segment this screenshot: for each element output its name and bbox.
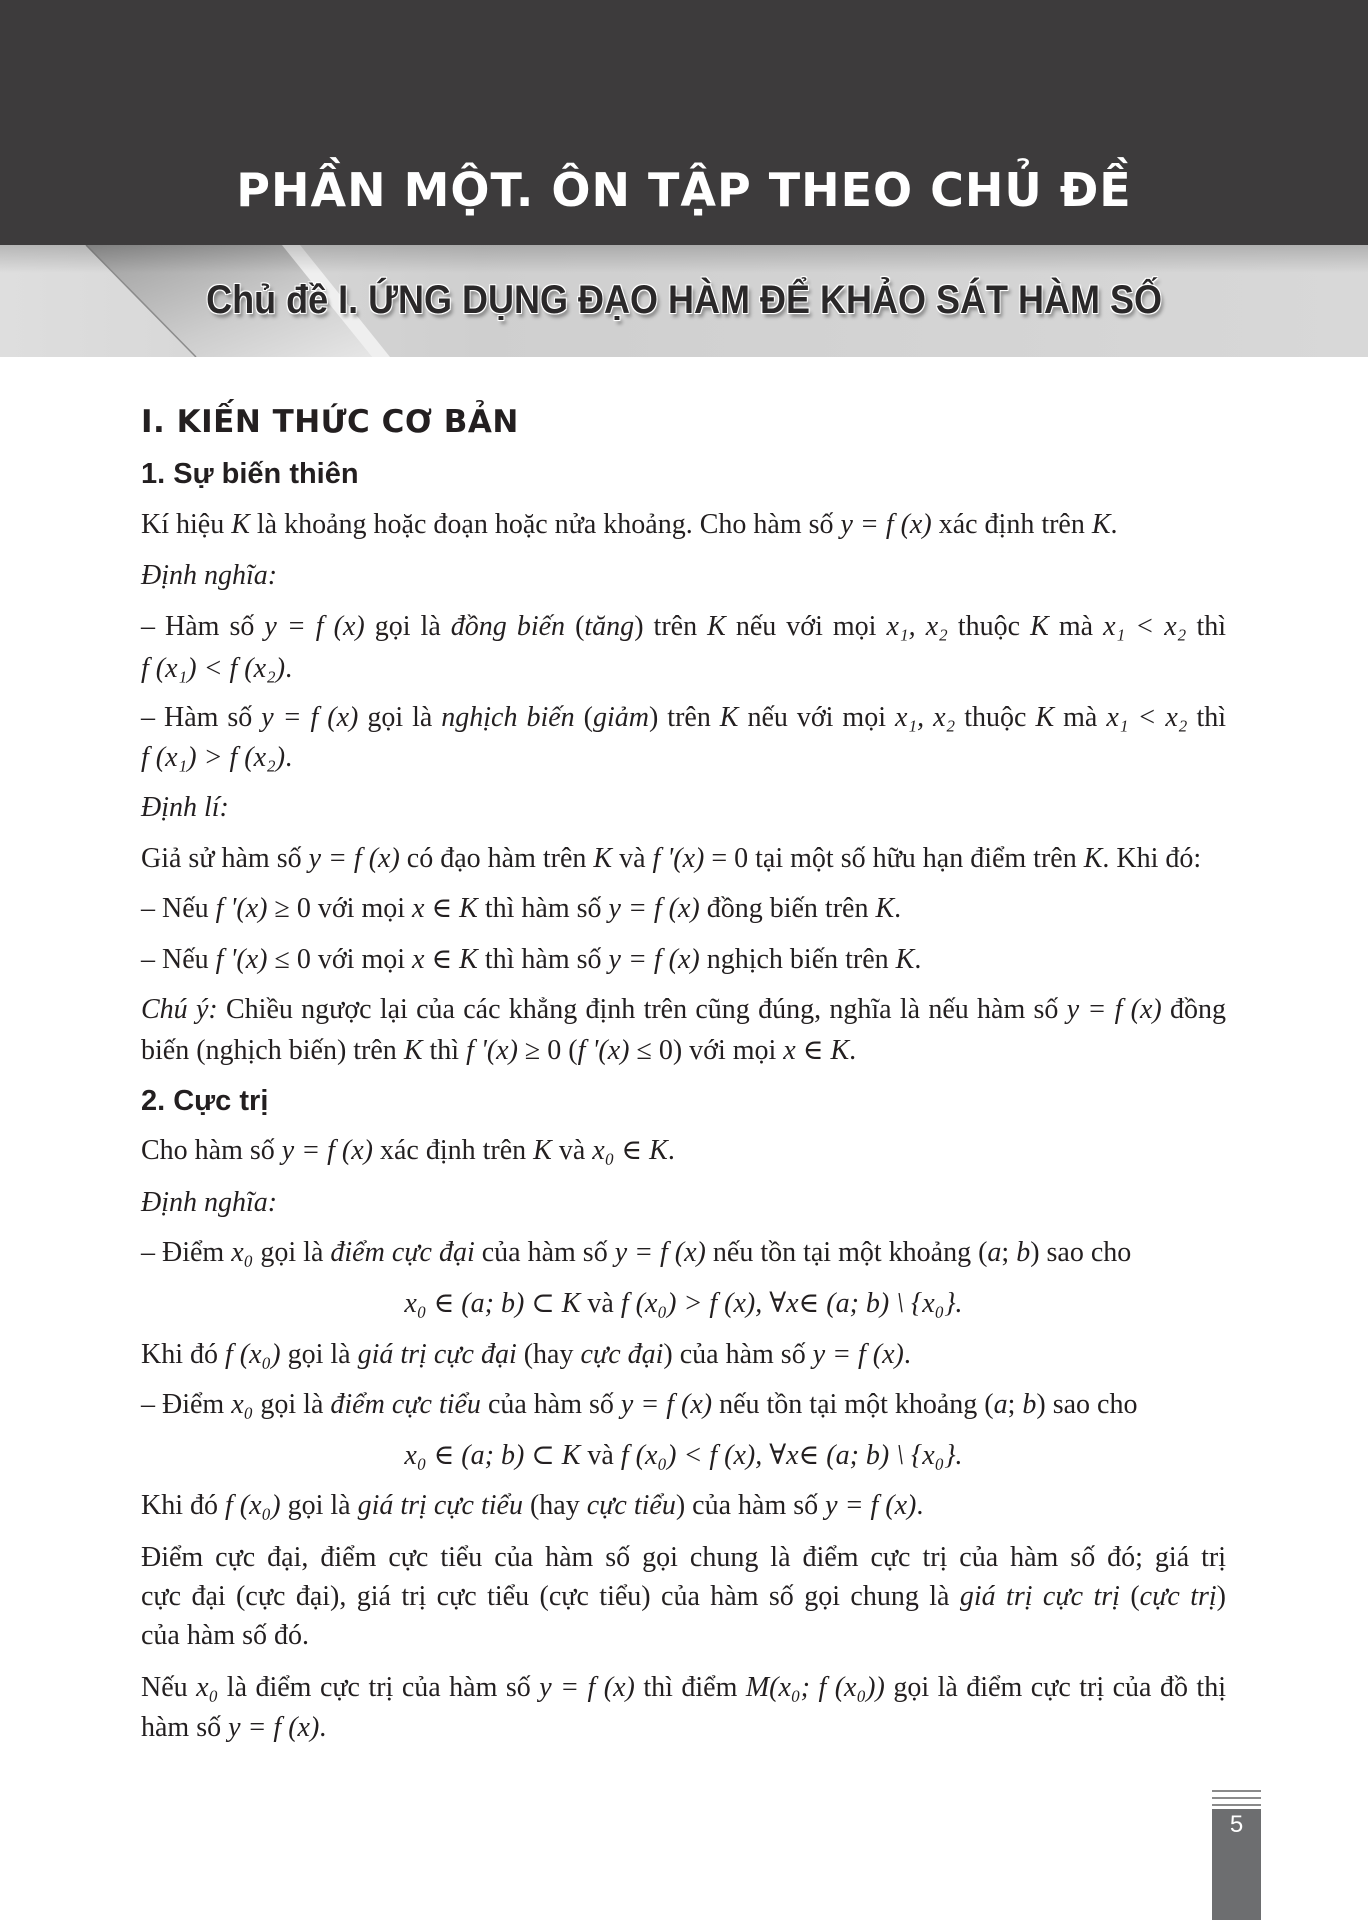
math-run: K — [707, 611, 726, 642]
math-run: x₁ < x₂ — [1103, 611, 1187, 642]
text-line — [141, 1616, 1226, 1656]
text-run: . Khi đó: — [1102, 843, 1202, 874]
text-run: – Nếu — [141, 893, 216, 924]
text-line — [141, 556, 1226, 596]
text-run: thì — [422, 1035, 467, 1066]
math-run: f '(x) — [215, 893, 268, 924]
text-line — [141, 1131, 1226, 1171]
text-run: – Hàm số — [141, 611, 265, 642]
math-run: K — [403, 1035, 423, 1066]
text-line — [141, 889, 1226, 929]
math-run: y = f (x) — [608, 893, 700, 924]
text-run: của hàm số — [480, 1389, 621, 1420]
math-run: x ∈ K — [783, 1035, 850, 1066]
math-run: K — [875, 893, 895, 924]
text-run: ) sao cho — [1030, 1237, 1132, 1268]
text-run: nghịch biến trên — [699, 944, 896, 975]
text-run: Cho hàm số — [141, 1135, 282, 1166]
text-run: ) — [1216, 1581, 1226, 1612]
text-run: – Điểm — [141, 1237, 232, 1268]
math-run: f (x₀) — [225, 1339, 281, 1370]
math-run: y = f (x) — [840, 509, 932, 540]
math-run: x ∈ K — [412, 944, 478, 975]
math-run: K — [533, 1135, 552, 1166]
text-run: ≥ 0 ( — [517, 1035, 578, 1066]
text-run: Kí hiệu — [141, 509, 232, 540]
math-run: y = f (x) — [1066, 994, 1162, 1025]
emphasis-run: giá trị cực tiểu — [357, 1490, 523, 1521]
part-title: PHẦN MỘT. ÔN TẬP THEO CHỦ ĐỀ — [236, 163, 1132, 217]
math-run: f (x₀) — [225, 1490, 281, 1521]
text-run: . — [916, 1490, 924, 1521]
section-heading: I. KIẾN THỨC CƠ BẢN — [141, 404, 519, 440]
math-run: y = f (x) — [281, 1135, 373, 1166]
math-run: x₁, x₂ — [886, 611, 948, 642]
math-run: f '(x) — [466, 1035, 518, 1066]
text-run: và — [580, 1440, 621, 1471]
math-run: y = f (x) — [614, 1237, 706, 1268]
text-run: gọi là — [253, 1389, 331, 1420]
math-run: K — [1091, 509, 1111, 540]
text-run: ≤ 0) với mọi — [629, 1035, 784, 1066]
text-line — [141, 1031, 1226, 1071]
math-run: y = f (x) — [264, 611, 365, 642]
text-run: ; — [1007, 1389, 1023, 1420]
emphasis-run: Định lí: — [141, 792, 229, 823]
emphasis-run: cực trị — [1139, 1581, 1217, 1612]
math-run: y = f (x) — [620, 1389, 713, 1420]
emphasis-run: đồng biến — [450, 611, 566, 642]
formula-line — [141, 1284, 1226, 1324]
math-run: f (x₁) < f (x₂) — [141, 653, 286, 684]
text-line — [141, 607, 1226, 647]
text-line — [141, 940, 1226, 980]
math-run: M(x₀; f (x₀)) — [745, 1672, 885, 1703]
emphasis-run: Định nghĩa: — [141, 560, 278, 591]
text-run: cực đại (cực đại), giá trị cực tiểu (cực tiểu) của hàm số gọi chung là — [141, 1581, 960, 1612]
emphasis-run: Chú ý: — [141, 994, 218, 1025]
math-run: K — [1030, 611, 1049, 642]
text-run: . — [1110, 509, 1118, 540]
math-run: x ∈ K — [412, 893, 478, 924]
subsection-heading: 2. Cực trị — [141, 1085, 269, 1117]
text-run: gọi là — [358, 702, 442, 733]
text-run: ( — [1119, 1581, 1140, 1612]
math-run: y = f (x) — [539, 1672, 635, 1703]
emphasis-run: nghịch biến — [441, 702, 575, 733]
page-number: 5 — [1229, 1811, 1244, 1838]
text-run: ) trên — [634, 611, 708, 642]
text-run: ≥ 0 với mọi — [267, 893, 413, 924]
text-run: . — [849, 1035, 857, 1066]
text-line — [141, 1668, 1226, 1708]
text-run: Chiều ngược lại của các khẳng định trên cũng đúng, nghĩa là nếu hàm số — [217, 994, 1067, 1025]
text-line — [141, 1385, 1226, 1425]
math-run: f '(x) — [215, 944, 268, 975]
text-run: của hàm số đó. — [141, 1620, 309, 1651]
math-run: f (x₁) > f (x₂) — [141, 742, 286, 773]
text-run: – Nếu — [141, 944, 216, 975]
math-run: y = f (x) — [825, 1490, 917, 1521]
emphasis-run: điểm cực đại — [330, 1237, 475, 1268]
math-run: K — [593, 843, 613, 874]
page-tab — [1212, 1809, 1261, 1920]
text-line — [141, 990, 1226, 1030]
text-line — [141, 1233, 1226, 1273]
text-line — [141, 738, 1226, 778]
math-run: b — [1022, 1389, 1037, 1420]
math-run: K — [231, 509, 250, 540]
text-run: và — [580, 1288, 621, 1319]
text-run: đồng biến trên — [699, 893, 876, 924]
text-run: gọi là — [280, 1490, 358, 1521]
text-run: thuộc — [955, 702, 1036, 733]
math-run: K — [1083, 843, 1103, 874]
text-run: . — [903, 1339, 911, 1370]
text-run: thuộc — [947, 611, 1031, 642]
text-run: Khi đó — [141, 1339, 225, 1370]
text-run: ( — [565, 611, 585, 642]
subsection-heading: 1. Sự biến thiên — [141, 458, 359, 490]
math-run: x₀ — [196, 1672, 219, 1703]
text-line — [141, 1486, 1226, 1526]
topic-title-wrap — [0, 272, 1368, 328]
math-run: x₀ ∈ (a; b) ⊂ K — [404, 1440, 581, 1471]
text-run: ) của hàm số — [675, 1490, 826, 1521]
math-run: f (x₀) > f (x), ∀x∈ (a; b) \ {x₀}. — [620, 1288, 963, 1319]
text-run: . — [285, 653, 293, 684]
emphasis-run: giá trị cực trị — [959, 1581, 1120, 1612]
text-run: Điểm cực đại, điểm cực tiểu của hàm số gọi chung là điểm cực trị của hàm số đó; giá trị — [141, 1542, 1226, 1573]
emphasis-run: Định nghĩa: — [141, 1187, 278, 1218]
text-run: – Điểm — [141, 1389, 232, 1420]
math-run: K — [1035, 702, 1055, 733]
text-run: gọi là — [253, 1237, 331, 1268]
math-run: f '(x) — [577, 1035, 630, 1066]
text-run: . — [285, 742, 293, 773]
text-run: (hay — [516, 1339, 581, 1370]
text-run: nếu tồn tại một khoảng ( — [705, 1237, 988, 1268]
text-run: Giả sử hàm số — [141, 843, 309, 874]
text-line — [141, 839, 1226, 879]
page-tab-stripe — [1212, 1790, 1261, 1792]
text-line — [141, 1708, 1226, 1748]
text-run: xác định trên — [931, 509, 1092, 540]
text-run: ) sao cho — [1036, 1389, 1138, 1420]
text-run: thì — [1186, 611, 1226, 642]
text-run: có đạo hàm trên — [399, 843, 594, 874]
text-line — [141, 1538, 1226, 1578]
text-run: thì — [1187, 702, 1227, 733]
text-run: . — [914, 944, 922, 975]
math-run: y = f (x) — [812, 1339, 904, 1370]
math-run: f (x₀) < f (x), ∀x∈ (a; b) \ {x₀}. — [620, 1440, 963, 1471]
emphasis-run: giá trị cực đại — [357, 1339, 517, 1370]
text-run: . — [894, 893, 902, 924]
math-run: x₀ — [231, 1237, 254, 1268]
text-run: là khoảng hoặc đoạn hoặc nửa khoảng. Cho hàm số — [249, 509, 841, 540]
text-run: ( — [574, 702, 593, 733]
text-line — [141, 788, 1226, 828]
text-run: biến (nghịch biến) trên — [141, 1035, 404, 1066]
text-run: – Hàm số — [141, 702, 262, 733]
text-run: gọi là điểm cực trị của đồ thị — [884, 1672, 1226, 1703]
text-run: thì hàm số — [477, 944, 609, 975]
topic-title: Chủ đề I. ỨNG DỤNG ĐẠO HÀM ĐỂ KHẢO SÁT HÀM SỐ — [206, 278, 1162, 322]
text-run: ) của hàm số — [663, 1339, 813, 1370]
emphasis-run: điểm cực tiểu — [330, 1389, 481, 1420]
math-run: f '(x) — [652, 843, 705, 874]
text-run: (hay — [522, 1490, 587, 1521]
emphasis-run: tăng — [584, 611, 635, 642]
text-run: . — [667, 1135, 675, 1166]
math-run: x₁ < x₂ — [1106, 702, 1188, 733]
text-line — [141, 1335, 1226, 1375]
text-run: ) trên — [648, 702, 720, 733]
emphasis-run: cực đại — [580, 1339, 664, 1370]
text-run: ; — [1001, 1237, 1017, 1268]
text-run: ≤ 0 với mọi — [267, 944, 413, 975]
text-run: hàm số — [141, 1712, 229, 1743]
math-run: y = f (x) — [261, 702, 359, 733]
formula-line — [141, 1436, 1226, 1476]
math-run: a — [987, 1237, 1002, 1268]
text-run: và — [612, 843, 653, 874]
text-line — [141, 505, 1226, 545]
text-run: xác định trên — [372, 1135, 534, 1166]
text-line — [141, 698, 1226, 738]
math-run: b — [1016, 1237, 1031, 1268]
text-run: của hàm số — [474, 1237, 615, 1268]
text-run: là điểm cực trị của hàm số — [218, 1672, 540, 1703]
text-run: Khi đó — [141, 1490, 225, 1521]
text-run: thì hàm số — [477, 893, 609, 924]
math-run: x₀ — [231, 1389, 254, 1420]
text-run: nếu với mọi — [738, 702, 895, 733]
emphasis-run: giảm — [592, 702, 649, 733]
text-line — [141, 649, 1226, 689]
math-run: y = f (x) — [308, 843, 400, 874]
math-run: y = f (x) — [608, 944, 700, 975]
text-run: Nếu — [141, 1672, 197, 1703]
page-tab-stripe — [1212, 1804, 1261, 1806]
text-run: = 0 tại một số hữu hạn điểm trên — [704, 843, 1084, 874]
math-run: x₀ ∈ K — [592, 1135, 668, 1166]
text-run: mà — [1054, 702, 1107, 733]
math-run: K — [895, 944, 915, 975]
text-run: thì điểm — [634, 1672, 746, 1703]
text-run: nếu với mọi — [725, 611, 887, 642]
text-run: gọi là — [364, 611, 451, 642]
text-run: nếu tồn tại một khoảng ( — [712, 1389, 994, 1420]
emphasis-run: cực tiểu — [586, 1490, 676, 1521]
text-run: . — [319, 1712, 327, 1743]
math-run: a — [993, 1389, 1008, 1420]
text-line — [141, 1183, 1226, 1223]
math-run: K — [719, 702, 739, 733]
text-line — [141, 1577, 1226, 1617]
math-run: x₁, x₂ — [894, 702, 956, 733]
text-run: mà — [1048, 611, 1104, 642]
page-tab-stripe — [1212, 1797, 1261, 1799]
text-run: gọi là — [280, 1339, 358, 1370]
math-run: x₀ ∈ (a; b) ⊂ K — [404, 1288, 581, 1319]
math-run: y = f (x) — [228, 1712, 320, 1743]
text-run: và — [551, 1135, 593, 1166]
text-run: đồng — [1161, 994, 1226, 1025]
